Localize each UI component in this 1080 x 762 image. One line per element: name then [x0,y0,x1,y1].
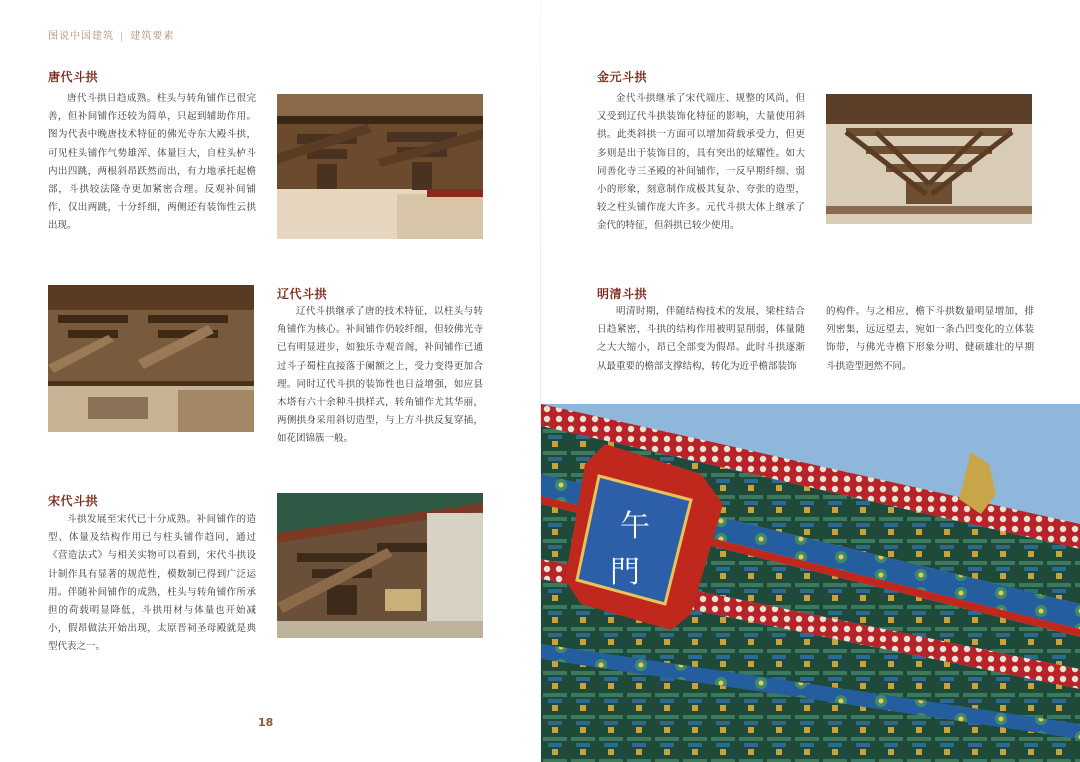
song-bracket-image [277,493,483,638]
jinyuan-bracket-photo [826,94,1032,224]
plaque-char-men: 門 [610,555,640,590]
jinyuan-bracket-image [826,94,1032,224]
tang-bracket-image [277,94,483,239]
section-body-mingqing-col2: 的构件。与之相应，檐下斗拱数量明显增加，排列密集，远远望去，宛如一条凸凹变化的立体装饰带，与佛光寺檐下形象分明、健硕雄壮的早期斗拱造型迥然不同。 [826,306,1034,372]
section-title-mingqing: 明清斗拱 [597,287,648,301]
section-body-tang: 唐代斗拱日趋成熟。柱头与转角铺作已很完善，但补间铺作还较为简单，只起到辅助作用。图为代表中晚唐技术特征的佛光寺东大殿斗拱，可见柱头铺作气势雄浑、体量巨大，自柱头栌斗内出四跳，两根斜昂跃然而出，有力地承托起檐部，斗拱较法隆寺更加紧密合理。反观补间铺作，仅出两跳，十分纤细，两侧还有装饰性云拱出现。 [48,93,256,232]
section-body-jinyuan: 金代斗拱继承了宋代端庄、规整的风尚，但又受到辽代斗拱装饰化特征的影响，大量使用斜拱。此类斜拱一方面可以增加荷载承受力，但更多则是出于装饰目的，具有突出的炫耀性。如大同善化寺三圣殿的补间铺作，一反早期纤细、弱小的形象，刻意制作成极其复杂、夸张的造型，较之柱头铺作庞大许多。元代斗拱大体上继承了金代的特征，但斜拱已较少使用。 [597,93,805,232]
tang-bracket-photo [277,94,483,239]
running-header [48,27,174,42]
song-bracket-photo [277,493,483,638]
liao-bracket-image [48,285,254,432]
section-body-song: 斗拱发展至宋代已十分成熟。补间铺作的造型、体量及结构作用已与柱头铺作趋同，通过《营造法式》与相关实物可以看到，宋代斗拱设计制作具有显著的规范性，模数制已得到广泛运用。伴随补间铺作的成熟，柱头与转角铺作所承担的荷载明显降低，斗拱用材与体量也开始减小，假昂做法开始出现，太原晋祠圣母殿就是典型代表之一。 [48,514,256,653]
section-title-song: 宋代斗拱 [48,494,99,508]
chapter-title: 建筑要素 [130,31,175,42]
plaque-char-wu: 午 [620,509,650,544]
section-title-tang: 唐代斗拱 [48,70,99,84]
meridian-gate-photo [541,404,1080,762]
meridian-gate-image [541,404,1080,762]
section-body-mingqing-col1: 明清时期，伴随结构技术的发展，梁柱结合日趋紧密，斗拱的结构作用被明显削弱，体量随之大大缩小，昂已全部变为假昂。此时斗拱逐渐从最重要的檐部支撑结构，转化为近乎檐部装饰 [597,306,805,372]
liao-bracket-photo [48,285,254,432]
section-body-liao: 辽代斗拱继承了唐的技术特征，以柱头与转角铺作为核心。补间铺作仍较纤细，但较佛光寺已有明显进步，如独乐寺观音阁，补间铺作已通过斗子蜀柱直接落于阑额之上，受力变得更加合理。同时辽代斗拱的装饰性也日益增强，如应县木塔有六十余种斗拱样式，转角铺作尤其华丽，两侧拱身采用斜切造型，与上方斗拱反复穿插，如花团锦簇一般。 [277,306,483,445]
book-title: 图说中国建筑 [48,31,114,42]
section-title-jinyuan: 金元斗拱 [597,70,648,84]
header-separator: | [120,31,125,42]
page-number: 18 [258,716,274,729]
section-title-liao: 辽代斗拱 [277,287,328,301]
